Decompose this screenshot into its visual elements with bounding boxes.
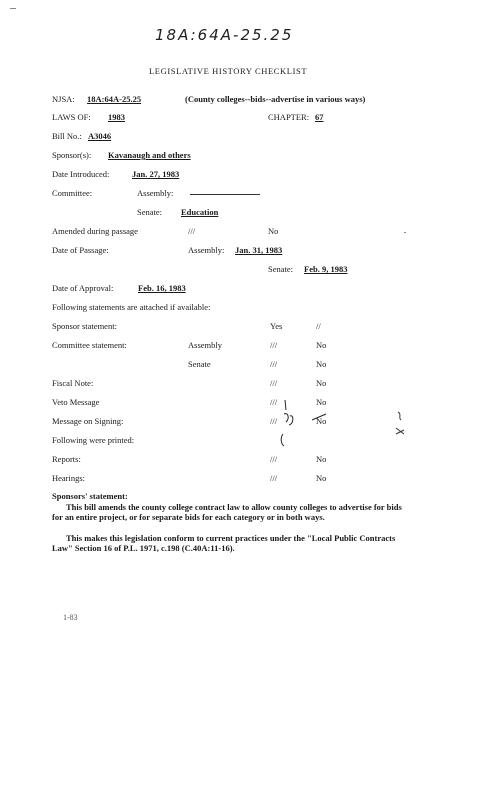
margin-mark-icon [392, 408, 412, 438]
hearings-answer: No [316, 473, 327, 483]
footer-mark: 1-83 [63, 613, 78, 622]
veto-message-mark: /// [270, 397, 278, 407]
chapter-label: CHAPTER: [268, 112, 310, 122]
date-of-passage-label: Date of Passage: [52, 245, 109, 255]
scan-speck [404, 232, 406, 233]
scan-speck [10, 8, 16, 9]
laws-of-value: 1983 [108, 112, 125, 122]
veto-message-answer: No [316, 397, 327, 407]
njsa-description: (County colleges--bids--advertise in various ways) [185, 94, 366, 104]
committee-statement-senate: Senate [188, 359, 211, 369]
following-attached-heading: Following statements are attached if available: [52, 302, 211, 312]
amended-label: Amended during passage [52, 226, 138, 236]
handwritten-checkmarks-icon [280, 392, 340, 452]
committee-assembly-blank [190, 194, 260, 195]
date-introduced-label: Date Introduced: [52, 169, 110, 179]
njsa-value: 18A:64A-25.25 [87, 94, 142, 104]
fiscal-note-answer: No [316, 378, 327, 388]
following-printed-label: Following were printed: [52, 435, 135, 445]
amended-answer: No [268, 226, 279, 236]
message-on-signing-label: Message on Signing: [52, 416, 124, 426]
bill-no-label: Bill No.: [52, 131, 82, 141]
page-title: LEGISLATIVE HISTORY CHECKLIST [149, 66, 308, 76]
passage-senate-value: Feb. 9, 1983 [304, 264, 348, 274]
date-introduced-value: Jan. 27, 1983 [132, 169, 180, 179]
sponsor-statement-yes: Yes [270, 321, 283, 331]
committee-statement-senate-mark: /// [270, 359, 278, 369]
committee-assembly-label: Assembly: [137, 188, 174, 198]
hearings-label: Hearings: [52, 473, 86, 483]
reports-answer: No [316, 454, 327, 464]
passage-assembly-label: Assembly: [188, 245, 225, 255]
date-of-approval-label: Date of Approval: [52, 283, 114, 293]
njsa-label: NJSA: [52, 94, 75, 104]
reports-mark: /// [270, 454, 278, 464]
fiscal-note-mark: /// [270, 378, 278, 388]
sponsor-statement-label: Sponsor statement: [52, 321, 117, 331]
committee-senate-label: Senate: [137, 207, 163, 217]
committee-senate-value: Education [181, 207, 219, 217]
committee-statement-assembly-answer: No [316, 340, 327, 350]
committee-statement-assembly: Assembly [188, 340, 222, 350]
amended-mark: /// [188, 226, 196, 236]
handwritten-statute-number: 18A:64A-25.25 [155, 26, 294, 44]
date-of-approval-value: Feb. 16, 1983 [138, 283, 186, 293]
passage-assembly-value: Jan. 31, 1983 [235, 245, 283, 255]
reports-label: Reports: [52, 454, 81, 464]
chapter-value: 67 [315, 112, 324, 122]
sponsors-statement-paragraph-2: This makes this legislation conform to current practices under the "Local Public Contracts Law" Section 16 of P.L. 1971, c.198 (C.40A:11-16). [52, 533, 396, 553]
committee-statement-senate-answer: No [316, 359, 327, 369]
committee-label: Committee: [52, 188, 93, 198]
laws-of-label: LAWS OF: [52, 112, 91, 122]
bill-no-value: A3046 [88, 131, 112, 141]
sponsors-label: Sponsor(s): [52, 150, 92, 160]
veto-message-label: Veto Message [52, 397, 100, 407]
hearings-mark: /// [270, 473, 278, 483]
sponsors-statement-heading: Sponsors' statement: [52, 491, 128, 501]
passage-senate-label: Senate: [268, 264, 294, 274]
committee-statement-label: Committee statement: [52, 340, 127, 350]
message-on-signing-answer: No [316, 416, 327, 426]
fiscal-note-label: Fiscal Note: [52, 378, 94, 388]
message-on-signing-mark: /// [270, 416, 278, 426]
sponsor-statement-mark: // [316, 321, 321, 331]
sponsors-value: Kavanaugh and others [108, 150, 191, 160]
committee-statement-assembly-mark: /// [270, 340, 278, 350]
sponsors-statement-paragraph-1: This bill amends the county college contract law to allow county colleges to advertise for bids for an entire project, or for separate bids for each category or in both ways. [52, 502, 402, 522]
